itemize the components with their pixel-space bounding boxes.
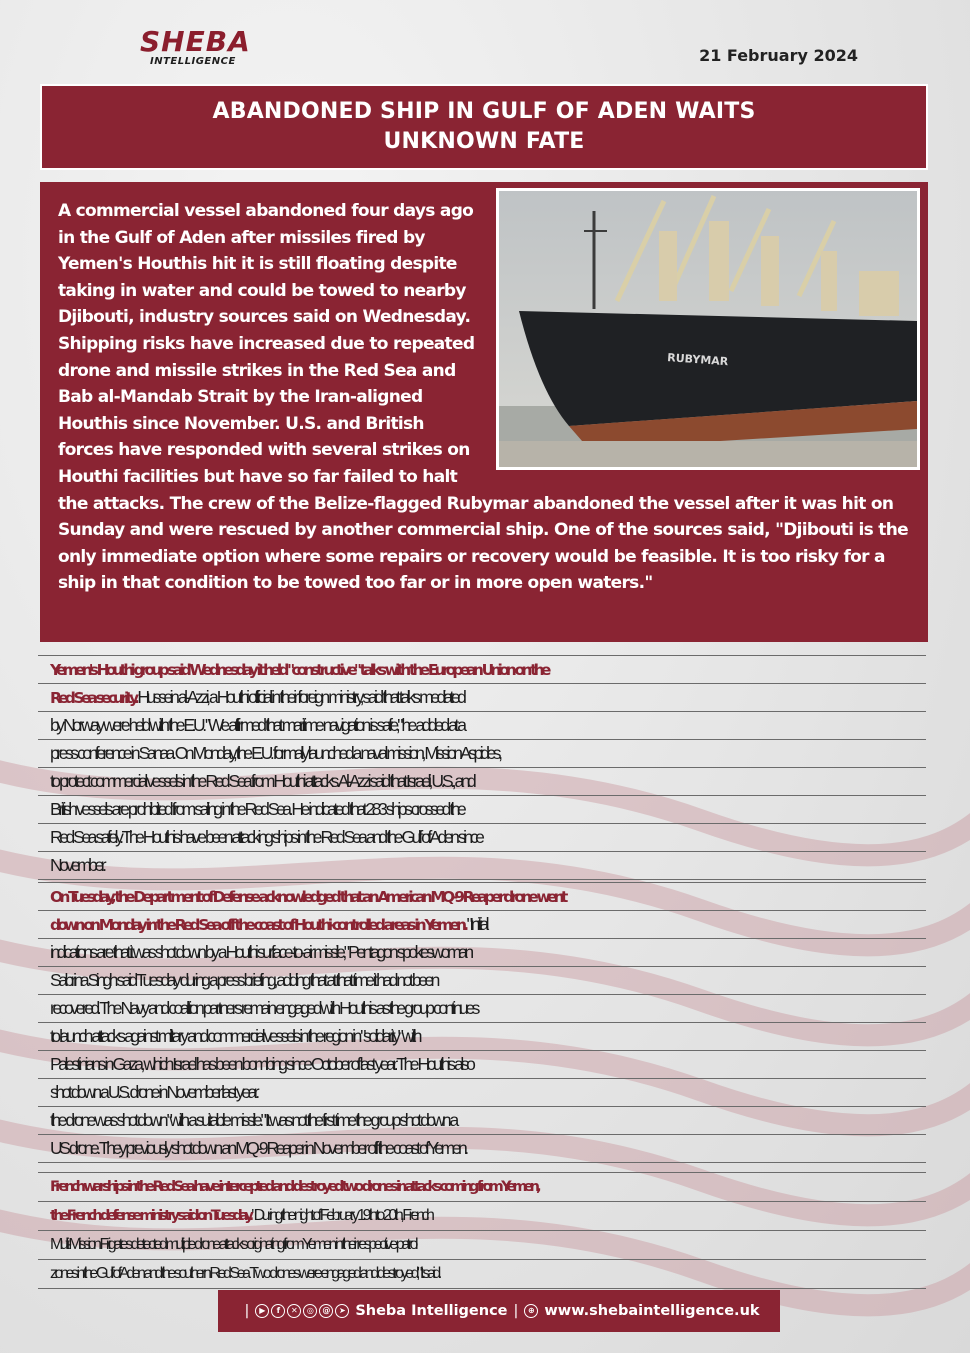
section-line (38, 768, 926, 796)
section-highlight: Yemen's Houthi group said Wednesday it held "constructive" talks with the European Union on the (50, 661, 548, 679)
title-banner (40, 84, 928, 170)
section-line (38, 852, 926, 880)
threads-icon[interactable]: @ (319, 1304, 333, 1318)
section-highlight: On Tuesday, the Department of Defense acknowledged that an American MQ-9 Reaper drone went (50, 888, 565, 906)
section-text: zones in the Gulf of Aden and the southern Red Sea. Two drones were engaged and destroyed," it said. (50, 1265, 439, 1282)
lead-text: A commercial vessel abandoned four days ago in the Gulf of Aden after missiles fired by Yemen's Houthis hit it is still floating despite taking in water and could be towed to nearby Djibouti, industry sources said on Wednesday. Shipping risks have increased due to repeated drone and missile strikes in the Red Sea and Bab al-Mandab Strait by the Iran-aligned Houthis since November. U.S. and British forces have responded with several strikes on Houthi facilities but have so far failed to halt the attacks. The crew of the Belize-flagged Rubymar abandoned the vessel after it was hit on Sunday and were rescued by another commercial ship. One of the sources said, "Djibouti is the only immediate option where some repairs or recovery would be feasible. It is too risky for a ship in that condition to be towed too far or in more open waters." (58, 201, 908, 594)
section-line (38, 712, 926, 740)
section-text: to launch attacks against military and commercial vessels in the region in "solidarity" with (50, 1026, 420, 1046)
section-line (38, 655, 926, 684)
section-text: Multi-Mission Frigates detected multiple drone attacks originating from Yemen in their respective patrol (50, 1236, 416, 1253)
section-text: "Initial (465, 914, 487, 934)
ship-name-label: RUBYMAR (666, 351, 729, 369)
news-section-french-warships (38, 1172, 926, 1289)
publication-date: 21 February 2024 (699, 46, 858, 65)
section-text: press conference in Sanaa. On Monday, the E.U. formally launched a naval mission, Mission Aspides, (50, 743, 500, 763)
section-text: Red Sea safely. The Houthis have been attacking ships in the Red Sea and the Gulf of Aden since (50, 827, 482, 847)
section-line (38, 882, 926, 911)
section-line (38, 911, 926, 939)
section-line (38, 796, 926, 824)
youtube-icon[interactable]: ▶ (255, 1304, 269, 1318)
section-line (38, 740, 926, 768)
section-text: US drone. They previously shot down an MQ-9 Reaper in November off the coast of Yemen. (50, 1138, 466, 1158)
lead-paragraph (58, 198, 913, 597)
section-text: to protect commercial vessels in the Red Sea from Houthi attacks. Al-Azzi said that Israeli, U.S., and (50, 771, 474, 791)
section-line (38, 967, 926, 995)
section-line (38, 1172, 926, 1202)
section-line (38, 824, 926, 852)
logo-subtitle: INTELLIGENCE (150, 56, 236, 67)
section-text: recovered. The Navy and coalition partners remain engaged with Houthis as the group continues (50, 998, 477, 1018)
section-line (38, 684, 926, 712)
section-highlight: the French defense ministry said on Tuesday. (50, 1208, 251, 1224)
section-text: Sabrina Singh said Tuesday during a press briefing, adding that at that time it had not been (50, 970, 437, 990)
page-title: ABANDONED SHIP IN GULF OF ADEN WAITS UNKNOWN FATE (212, 99, 756, 154)
section-text: indications are that it was shot down by a Houthi surface-to-air missile," Pentagon spokeswoman (50, 942, 471, 962)
section-text: Palestinians in Gaza, which Israel has been bombing since October of last year. The Houthis also (50, 1054, 473, 1074)
section-text: November. (50, 855, 104, 875)
footer-name: Sheba Intelligence (355, 1303, 508, 1319)
section-line (38, 1107, 926, 1135)
section-line (38, 939, 926, 967)
section-highlight: down on Monday in the Red Sea off the coast of Houthi-controlled areas in Yemen. (50, 916, 466, 934)
section-line (38, 995, 926, 1023)
section-text: the drone was shot down "with a suitable missile." It was not the first time the group shot down a (50, 1110, 456, 1130)
section-highlight: French warships in the Red Sea have intercepted and destroyed two drones in attacks coming from Yemen, (50, 1179, 538, 1195)
section-text: "During the night of February 19th to 20th, French (250, 1207, 432, 1224)
section-highlight: Red Sea security. (50, 689, 136, 707)
section-text: British vessels are prohibited from sailing in the Red Sea. He indicated that 283 ships crossed the (50, 799, 464, 819)
section-line (38, 1135, 926, 1163)
news-section-eu-talks (38, 655, 926, 880)
footer-bar: | ▶ f ✕ ◎ @ ➤ Sheba Intelligence | ⊕ www.shebaintelligence.uk (218, 1290, 780, 1332)
section-line (38, 1051, 926, 1079)
globe-icon: ⊕ (524, 1304, 538, 1318)
section-text: by Norway were held with the E.U. "We affirmed that maritime navigation is safe," he added at a (50, 715, 464, 735)
lead-box (40, 182, 928, 642)
section-line (38, 1023, 926, 1051)
section-line (38, 1231, 926, 1260)
facebook-icon[interactable]: f (271, 1304, 285, 1318)
telegram-icon[interactable]: ➤ (335, 1304, 349, 1318)
logo-name: SHEBA (140, 25, 251, 58)
section-text: Hussein al-Azzi, a Houthi official in their foreign ministry, said that talks mediated (135, 687, 464, 707)
section-line (38, 1260, 926, 1289)
section-text: shot down a U.S. drone in November last year. (50, 1082, 257, 1102)
x-icon[interactable]: ✕ (287, 1304, 301, 1318)
news-section-drone-down (38, 882, 926, 1163)
instagram-icon[interactable]: ◎ (303, 1304, 317, 1318)
footer-url[interactable]: www.shebaintelligence.uk (544, 1303, 760, 1319)
section-line (38, 1202, 926, 1231)
brand-logo (140, 25, 251, 67)
section-line (38, 1079, 926, 1107)
